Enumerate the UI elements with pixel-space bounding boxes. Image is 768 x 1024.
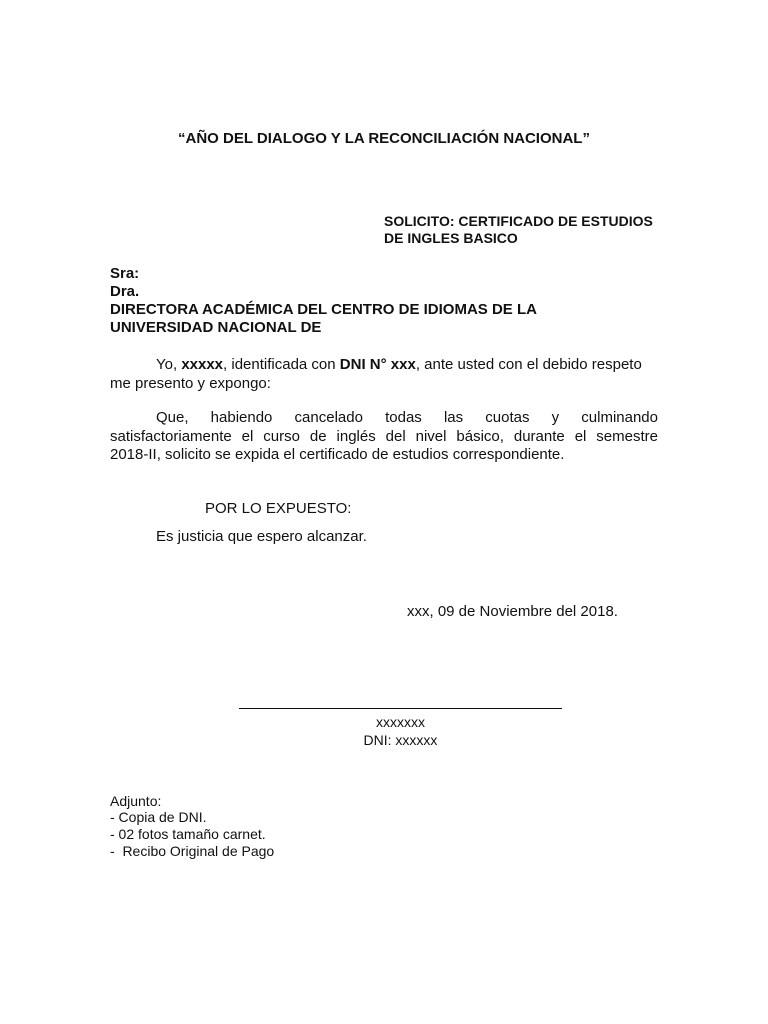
por-lo-expuesto: POR LO EXPUESTO: — [205, 500, 352, 517]
intro-text-3: , ante usted con el debido respeto — [415, 356, 642, 373]
subject-line-1: SOLICITO: CERTIFICADO DE ESTUDIOS — [384, 213, 653, 229]
applicant-name: xxxxx — [181, 356, 224, 373]
justicia-line: Es justicia que espero alcanzar. — [156, 528, 367, 545]
subject-line-2: DE INGLES BASICO — [384, 230, 518, 246]
intro-line-2: me presento y expongo: — [110, 375, 271, 392]
applicant-dni: DNI N° xxx — [339, 356, 416, 373]
addressee-line-3: DIRECTORA ACADÉMICA DEL CENTRO DE IDIOMAS DE LA — [110, 301, 537, 318]
body-line-2: satisfactoriamente el curso de inglés del nivel básico, durante el semestre — [110, 428, 658, 445]
motto-heading: “AÑO DEL DIALOGO Y LA RECONCILIACIÓN NACIONAL” — [178, 130, 590, 147]
attachment-item: - Recibo Original de Pago — [110, 843, 275, 859]
intro-text-1: Yo, — [156, 356, 182, 373]
intro-line-1 — [156, 355, 658, 374]
attachments-heading: Adjunto: — [110, 793, 162, 809]
addressee-line-1: Sra: — [110, 265, 140, 282]
signature-name: xxxxxxx — [376, 714, 425, 730]
attachment-item: - Copia de DNI. — [110, 809, 207, 825]
signature-line — [239, 708, 562, 709]
intro-text-2: , identificada con — [223, 356, 340, 373]
addressee-line-2: Dra. — [110, 283, 140, 300]
date-line: xxx, 09 de Noviembre del 2018. — [407, 603, 618, 620]
body-line-3: 2018-II, solicito se expida el certificado de estudios correspondiente. — [110, 446, 565, 463]
signature-dni: DNI: xxxxxx — [363, 732, 438, 748]
addressee-line-4: UNIVERSIDAD NACIONAL DE — [110, 319, 322, 336]
body-line-1: Que, habiendo cancelado todas las cuotas y culminando — [156, 409, 658, 426]
attachment-item: - 02 fotos tamaño carnet. — [110, 826, 266, 842]
